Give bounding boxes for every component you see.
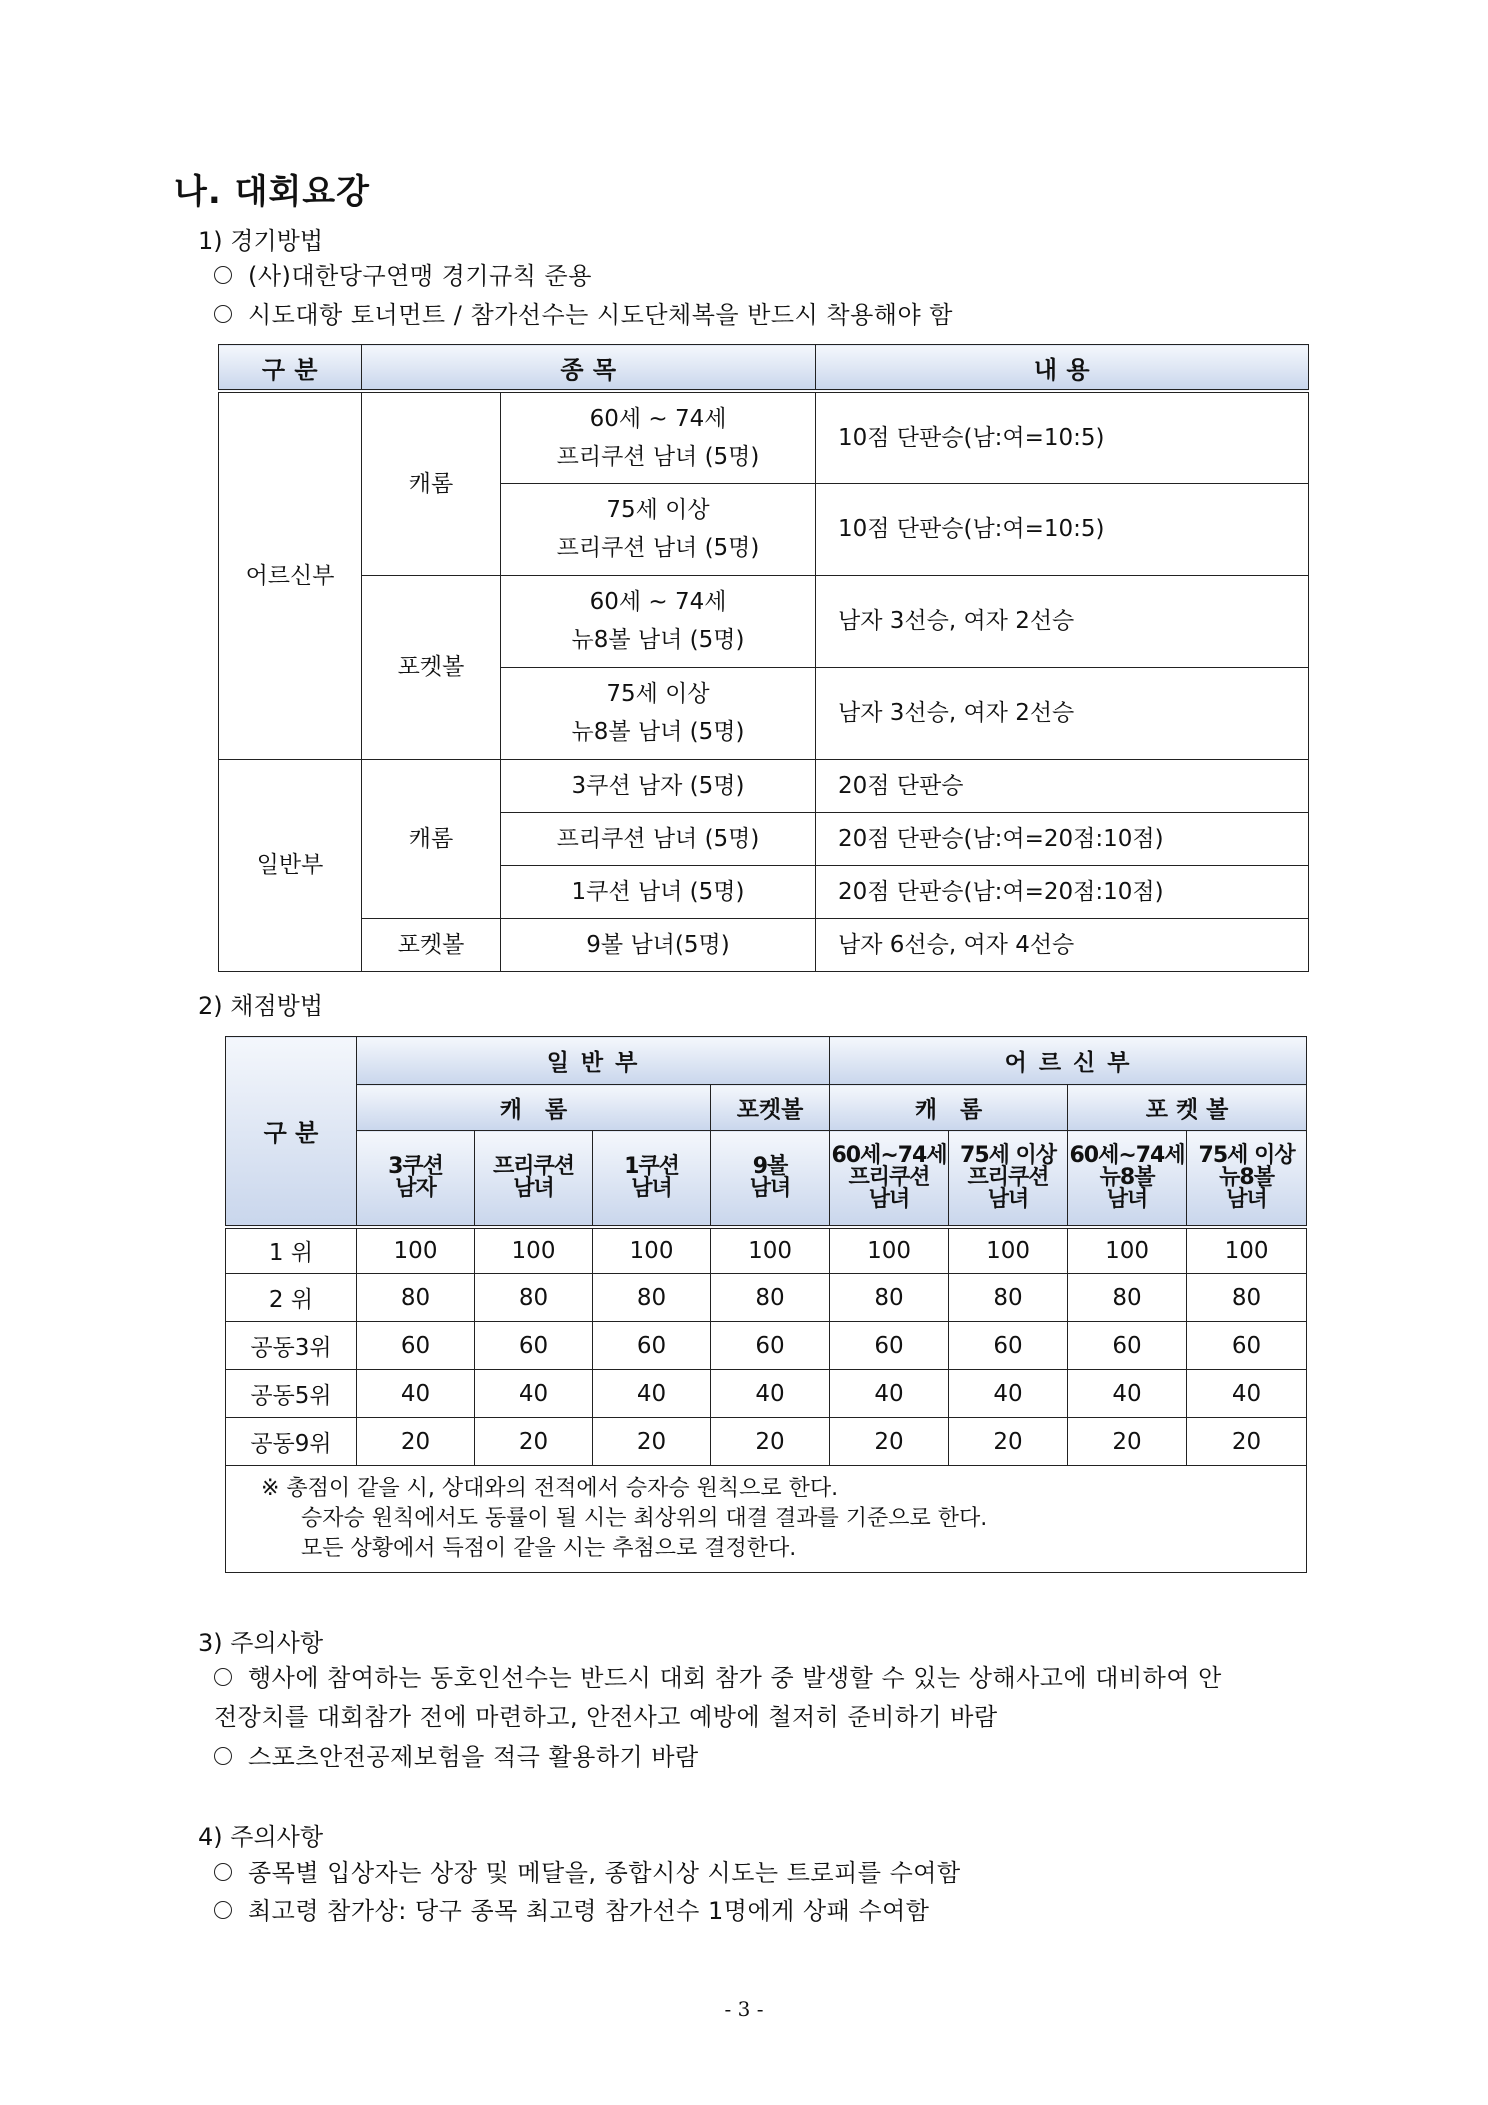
content-cell: 20점 단판승 <box>816 759 1309 812</box>
score-cell: 80 <box>1187 1274 1307 1322</box>
sec3-bullet: 행사에 참여하는 동호인선수는 반드시 대회 참가 중 발생할 수 있는 상해사고에 대비하여 안 <box>214 1658 1222 1693</box>
note-line: ※ 총점이 같을 시, 상대와의 전적에서 승자승 원칙으로 한다. <box>261 1476 839 1501</box>
category-header: 포 켓 볼 <box>1068 1085 1307 1131</box>
circle-bullet-icon <box>214 1668 232 1686</box>
sec1-bullet: (사)대한당구연맹 경기규칙 준용 <box>214 256 592 291</box>
table-header: 종 목 <box>362 345 816 392</box>
table-row <box>226 1274 1307 1322</box>
circle-bullet-icon <box>214 266 232 284</box>
rank-cell: 공동3위 <box>226 1322 357 1370</box>
event-header: 75세 이상 뉴8볼 남녀 <box>1187 1131 1307 1227</box>
score-cell: 100 <box>711 1227 830 1274</box>
event-header: 60세~74세 뉴8볼 남녀 <box>1068 1131 1187 1227</box>
category-cell: 캐롬 <box>362 391 501 575</box>
circle-bullet-icon <box>214 1747 232 1765</box>
score-cell: 60 <box>1068 1322 1187 1370</box>
scoring-table <box>225 1036 1307 1573</box>
score-cell: 60 <box>475 1322 593 1370</box>
match-method-table <box>218 344 1309 972</box>
event-cell: 75세 이상 뉴8볼 남녀 (5명) <box>501 667 816 759</box>
content-cell: 남자 3선승, 여자 2선승 <box>816 575 1309 667</box>
content-cell: 20점 단판승(남:여=20점:10점) <box>816 865 1309 918</box>
score-cell: 40 <box>711 1370 830 1418</box>
score-cell: 60 <box>593 1322 711 1370</box>
division-header: 어 르 신 부 <box>830 1037 1307 1085</box>
event-cell: 60세 ~ 74세 뉴8볼 남녀 (5명) <box>501 575 816 667</box>
event-cell: 3쿠션 남자 (5명) <box>501 759 816 812</box>
category-header: 캐 롬 <box>830 1085 1068 1131</box>
score-cell: 20 <box>357 1418 475 1466</box>
page-number: - 3 - <box>724 1997 764 2021</box>
event-cell: 1쿠션 남녀 (5명) <box>501 865 816 918</box>
score-cell: 80 <box>593 1274 711 1322</box>
note-line: 승자승 원칙에서도 동률이 될 시는 최상위의 대결 결과를 기준으로 한다. <box>301 1506 988 1531</box>
sec3-title: 3) 주의사항 <box>198 1629 323 1657</box>
circle-bullet-icon <box>214 1863 232 1881</box>
sec4-bullet: 종목별 입상자는 상장 및 메달을, 종합시상 시도는 트로피를 수여함 <box>214 1853 961 1888</box>
score-cell: 80 <box>830 1274 949 1322</box>
content-cell: 20점 단판승(남:여=20점:10점) <box>816 812 1309 865</box>
score-cell: 40 <box>1068 1370 1187 1418</box>
sec4-title: 4) 주의사항 <box>198 1823 323 1851</box>
score-cell: 40 <box>593 1370 711 1418</box>
sec1-bullet: 시도대항 토너먼트 / 참가선수는 시도단체복을 반드시 착용해야 함 <box>214 295 953 330</box>
circle-bullet-icon <box>214 305 232 323</box>
rank-cell: 공동9위 <box>226 1418 357 1466</box>
sec3-bullet: 스포츠안전공제보험을 적극 활용하기 바람 <box>214 1737 699 1772</box>
sec4-bullet: 최고령 참가상: 당구 종목 최고령 참가선수 1명에게 상패 수여함 <box>214 1891 930 1926</box>
rank-cell: 공동5위 <box>226 1370 357 1418</box>
category-header: 포켓볼 <box>711 1085 830 1131</box>
content-cell: 남자 3선승, 여자 2선승 <box>816 667 1309 759</box>
table-row <box>226 1418 1307 1466</box>
table-row <box>226 1227 1307 1274</box>
score-cell: 100 <box>593 1227 711 1274</box>
section-heading: 나. 대회요강 <box>174 172 370 212</box>
score-cell: 40 <box>357 1370 475 1418</box>
content-cell: 10점 단판승(남:여=10:5) <box>816 483 1309 575</box>
event-cell: 75세 이상 프리쿠션 남녀 (5명) <box>501 483 816 575</box>
event-header: 1쿠션 남녀 <box>593 1131 711 1227</box>
score-cell: 20 <box>830 1418 949 1466</box>
sec3-bullet-cont: 전장치를 대회참가 전에 마련하고, 안전사고 예방에 철저히 준비하기 바람 <box>214 1703 998 1731</box>
score-cell: 80 <box>711 1274 830 1322</box>
score-cell: 20 <box>1068 1418 1187 1466</box>
score-cell: 20 <box>593 1418 711 1466</box>
score-cell: 80 <box>949 1274 1068 1322</box>
table-note <box>226 1466 1307 1573</box>
score-cell: 60 <box>1187 1322 1307 1370</box>
score-cell: 60 <box>357 1322 475 1370</box>
table-row <box>226 1322 1307 1370</box>
category-cell: 포켓볼 <box>362 918 501 971</box>
score-cell: 60 <box>830 1322 949 1370</box>
content-cell: 10점 단판승(남:여=10:5) <box>816 391 1309 483</box>
division-cell: 어르신부 <box>219 391 362 759</box>
score-cell: 40 <box>830 1370 949 1418</box>
event-header: 3쿠션 남자 <box>357 1131 475 1227</box>
event-header: 프리쿠션 남녀 <box>475 1131 593 1227</box>
rank-cell: 2 위 <box>226 1274 357 1322</box>
category-cell: 포켓볼 <box>362 575 501 759</box>
score-cell: 60 <box>949 1322 1068 1370</box>
content-cell: 남자 6선승, 여자 4선승 <box>816 918 1309 971</box>
score-cell: 100 <box>949 1227 1068 1274</box>
score-cell: 60 <box>711 1322 830 1370</box>
score-cell: 40 <box>475 1370 593 1418</box>
table-row <box>226 1370 1307 1418</box>
score-cell: 20 <box>949 1418 1068 1466</box>
event-header: 75세 이상 프리쿠션 남녀 <box>949 1131 1068 1227</box>
score-cell: 80 <box>357 1274 475 1322</box>
event-header: 9볼 남녀 <box>711 1131 830 1227</box>
division-cell: 일반부 <box>219 759 362 971</box>
table-header: 내 용 <box>816 345 1309 392</box>
score-cell: 100 <box>357 1227 475 1274</box>
division-header: 일 반 부 <box>357 1037 830 1085</box>
gubun-header: 구 분 <box>226 1037 357 1227</box>
table-header: 구 분 <box>219 345 362 392</box>
category-header: 캐 롬 <box>357 1085 711 1131</box>
sec1-title: 1) 경기방법 <box>198 227 323 255</box>
score-cell: 20 <box>475 1418 593 1466</box>
sec2-title: 2) 채점방법 <box>198 992 323 1020</box>
score-cell: 80 <box>475 1274 593 1322</box>
score-cell: 80 <box>1068 1274 1187 1322</box>
rank-cell: 1 위 <box>226 1227 357 1274</box>
event-cell: 프리쿠션 남녀 (5명) <box>501 812 816 865</box>
score-cell: 100 <box>1187 1227 1307 1274</box>
score-cell: 100 <box>1068 1227 1187 1274</box>
note-line: 모든 상황에서 득점이 같을 시는 추첨으로 결정한다. <box>301 1536 797 1561</box>
category-cell: 캐롬 <box>362 759 501 918</box>
event-cell: 9볼 남녀(5명) <box>501 918 816 971</box>
score-cell: 40 <box>949 1370 1068 1418</box>
score-cell: 20 <box>1187 1418 1307 1466</box>
circle-bullet-icon <box>214 1901 232 1919</box>
score-cell: 100 <box>830 1227 949 1274</box>
event-cell: 60세 ~ 74세 프리쿠션 남녀 (5명) <box>501 391 816 483</box>
score-cell: 20 <box>711 1418 830 1466</box>
score-cell: 40 <box>1187 1370 1307 1418</box>
score-cell: 100 <box>475 1227 593 1274</box>
event-header: 60세~74세 프리쿠션 남녀 <box>830 1131 949 1227</box>
